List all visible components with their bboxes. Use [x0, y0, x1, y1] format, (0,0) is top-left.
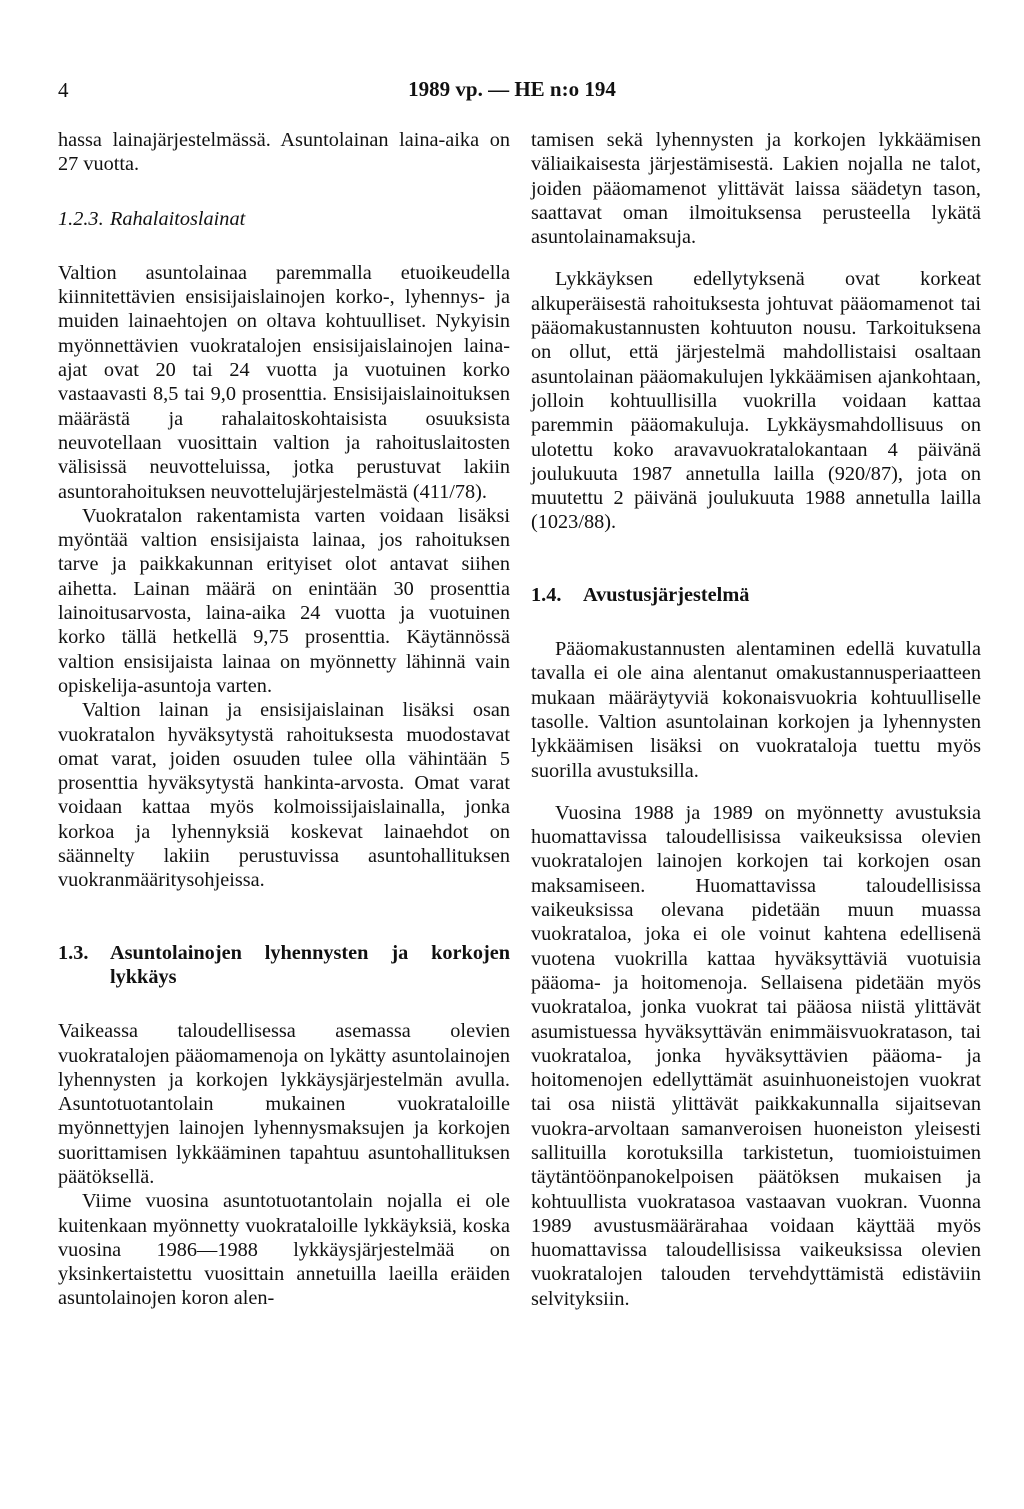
paragraph: Viime vuosina asuntotuotantolain nojalla ei ole kuitenkaan myönnetty vuokrataloille lykkäyksiä, koska vuosina 1986—1988 lykkäysjärjestelmää on yksinkertaistettu vuosittain annetuilla laeilla eräiden asuntolainojen koron alen- [58, 1190, 510, 1310]
section-title: Avustusjärjestelmä [583, 583, 750, 606]
left-column [58, 128, 510, 1311]
paragraph: Lykkäyksen edellytyksenä ovat korkeat alkuperäisestä rahoituksesta johtuvat pääomamenot tai pääomakustannusten kohtuuton nousu. Tarkoituksena on ollut, että järjestelmä mahdollistaisi osaltaan asuntolainan pääomakulujen lykkäämisen ajankohtaan, jolloin kohtuullisilla vuokrilla voidaan kattaa paremmin pääomakuluja. Lykkäysmahdollisuus on ulotettu koko aravavuokratalokantaan 4 päivänä joulukuuta 1987 annetulla lailla (920/87), jota on muutettu 2 päivänä joulukuuta 1988 annetulla lailla (1023/88). [531, 268, 981, 534]
running-header: 1989 vp. — HE n:o 194 [408, 77, 616, 101]
continuation-paragraph: tamisen sekä lyhennysten ja korkojen lykkäämisen väliaikaisesta järjestämisestä. Lakien nojalla ne talot, joiden pääomamenot ylittävät laissa säädetyn tason, saattavat oman ilmoituksensa perusteella lykätä asuntolainamaksuja. [531, 129, 981, 249]
section-number: 1.3. [58, 941, 89, 964]
paragraph: Valtion asuntolainaa paremmalla etuoikeudella kiinnitettävien ensisijaislainojen korko-, lyhennys- ja muiden lainaehtojen on oltava kohtuulliset. Nykyisin myönnettävien vuokratalojen ensisijaislainojen laina-ajat ovat 20 tai 24 vuotta ja vuotuinen korko vastaavasti 8,5 tai 9,0 prosenttia. Ensisijaislainoituksen määrästä ja rahalaitoskohtaisista osuuksista neuvotellaan vuosittain valtion ja rahoituslaitosten välisissä neuvotteluissa, jotka perustuvat lakiin asuntorahoituksen neuvottelujärjestelmästä (411/78). [58, 261, 510, 503]
right-column [531, 128, 981, 1311]
paragraph: Valtion lainan ja ensisijaislainan lisäksi osan vuokratalon hyväksytystä rahoituksesta muodostavat omat varat, joiden osuuden tulee olla vähintään 5 prosenttia hyväksytystä hankinta-arvosta. Omat varat voidaan kattaa myös kolmoissijaislainalla, jonka korkoa ja lyhennyksiä koskevat lainaehdot on säännelty lakiin perustuvissa asuntohallituksen vuokranmääritysohjeissa. [58, 699, 510, 892]
section-number: 1.4. [531, 583, 562, 606]
page-number: 4 [58, 78, 69, 102]
paragraph: Pääomakustannusten alentaminen edellä kuvatulla tavalla ei ole aina alentanut omakustannusperiaatteen mukaan määräytyviä kokonaisvuokria kohtuulliselle tasolle. Valtion asuntolainan korkojen ja lyhennysten lykkäämisen lisäksi on vuokrataloja tuettu myös suorilla avustuksilla. [531, 638, 981, 782]
paragraph: Vuokratalon rakentamista varten voidaan lisäksi myöntää valtion ensisijaista lainaa, jos rahoituksen tarve ja paikkakunnan erityiset olot antavat siihen aihetta. Lainan määrä on enintään 30 prosenttia lainoitusarvosta, laina-aika 24 vuotta ja vuotuinen korko tällä hetkellä 9,75 prosenttia. Käytännössä valtion ensisijaista lainaa on myönnetty lähinnä vain opiskelija-asuntoja varten. [58, 504, 510, 697]
section-number: 1.2.3. [58, 207, 104, 230]
section-title: Rahalaitoslainat [110, 207, 246, 230]
section-title: Asuntolainojen lyhennysten ja korkojen lykkäys [110, 941, 510, 988]
section-heading-1-2-3 [58, 207, 510, 231]
paragraph: Vaikeassa taloudellisessa asemassa olevien vuokratalojen pääomamenoja on lykätty asuntolainojen lyhennysten ja korkojen lykkäysjärjestelmän avulla. Asuntotuotantolain mukainen vuokrataloille myönnettyjen lainojen lyhennysmaksujen ja korkojen suorittamisen lykkääminen tapahtuu asuntohallituksen päätöksellä. [58, 1020, 510, 1188]
intro-paragraph: hassa lainajärjestelmässä. Asuntolainan laina-aika on 27 vuotta. [58, 129, 510, 176]
section-heading-1-4 [531, 583, 981, 607]
section-heading-1-3 [58, 941, 510, 990]
paragraph: Vuosina 1988 ja 1989 on myönnetty avustuksia huomattavissa taloudellisissa vaikeuksissa olevien vuokratalojen lainojen korkojen tai korkojen osan maksamiseen. Huomattavissa taloudellisissa vaikeuksissa olevana pidetään muun muassa vuokrataloa, joka ei ole voinut kahtena edellisenä vuotena vuokrilla kattaa hyväksyttäviä vuotuisia pääoma- ja hoitomenoja. Sellaisena pidetään myös vuokrataloa, jonka vuokrat tai pääosa niistä ylittävät asumistuessa hyväksyttävän enimmäisvuokratason, tai vuokrataloa, jonka hyväksyttävien pääoma- ja hoitomenojen edellyttämät asuinhuoneistojen vuokrat tai osa niistä ylittävät paikkakunnalla sijaitsevan vuokra-arvoltaan samanveroisen huoneiston yleisesti sallituilla korotuksilla tarkistetun, tuomioistuimen täytäntöönpanokelpoisen päätöksen mukaisen ja kohtuullista vuokratasoa vastaavan vuokran. Vuonna 1989 avustusmäärärahaa voidaan käyttää myös huomattavissa taloudellisissa vaikeuksissa olevien vuokratalojen talouden tervehdyttämistä edistäviin selvityksiin. [531, 801, 981, 1310]
